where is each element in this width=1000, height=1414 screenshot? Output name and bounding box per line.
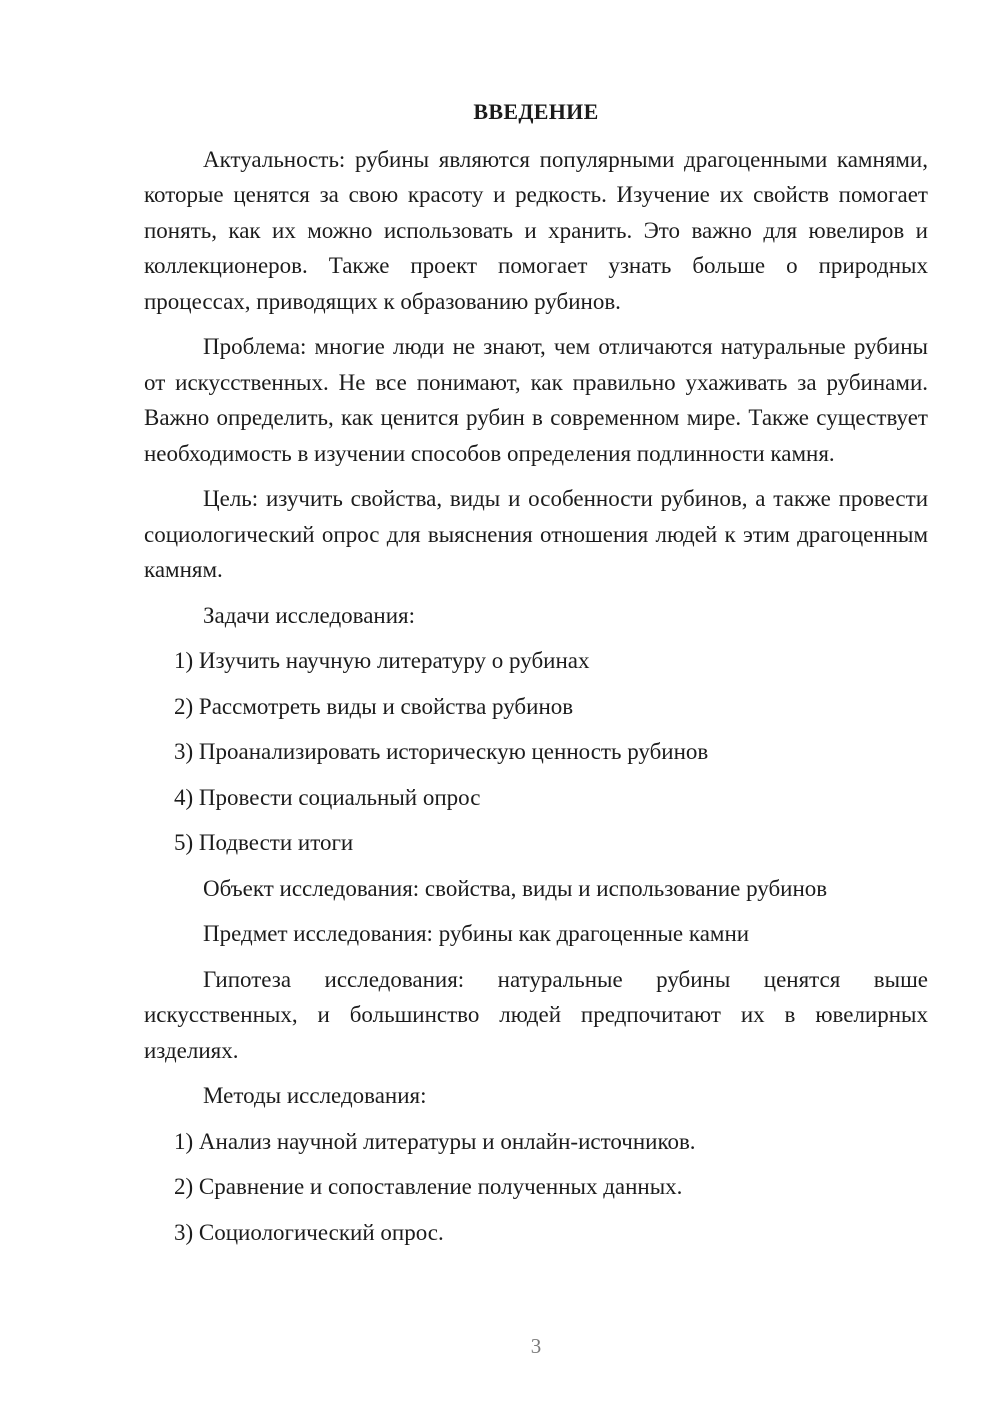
task-item-1: 1) Изучить научную литературу о рубинах [174, 648, 590, 673]
tasks-heading: Задачи исследования: [203, 602, 416, 628]
method-item-1: 1) Анализ научной литературы и онлайн-источников. [174, 1128, 696, 1154]
document-page [144, 94, 928, 1260]
relevance-paragraph: Актуальность: рубины являются популярными драгоценными камнями, которые ценятся за свою красоту и редкость. Изучение их свойств помогает понять, как их можно использовать и хранить. Это важно для ювелиров и коллекционеров. Также проект помогает узнать больше о природных процессах, приводящих к образованию рубинов. [144, 146, 928, 314]
problem-paragraph: Проблема: многие люди не знают, чем отличаются натуральные рубины от искусственных. Не все понимают, как правильно ухаживать за рубинами. Важно определить, как ценится рубин в современном мире. Также существует необходимость в изучении способов определения подлинности камня. [144, 334, 928, 466]
hypothesis-paragraph: Гипотеза исследования: натуральные рубины ценятся выше искусственных, и большинство людей предпочитают их в ювелирных изделиях. [144, 966, 928, 1063]
method-item-2: 2) Сравнение и сопоставление полученных данных. [174, 1174, 683, 1199]
task-item-5: 5) Подвести итоги [174, 830, 354, 855]
task-item-4: 4) Провести социальный опрос [174, 784, 481, 810]
goal-paragraph: Цель: изучить свойства, виды и особенности рубинов, а также провести социологический опрос для выяснения отношения людей к этим драгоценным камням. [144, 486, 928, 582]
page-number: 3 [530, 1334, 542, 1358]
page-title: ВВЕДЕНИЕ [473, 99, 599, 124]
research-subject: Предмет исследования: рубины как драгоценные камни [203, 921, 750, 946]
research-object: Объект исследования: свойства, виды и использование рубинов [203, 875, 828, 901]
task-item-3: 3) Проанализировать историческую ценность рубинов [174, 739, 709, 764]
method-item-3: 3) Социологический опрос. [174, 1219, 444, 1245]
methods-heading: Методы исследования: [203, 1083, 427, 1108]
task-item-2: 2) Рассмотреть виды и свойства рубинов [174, 693, 574, 719]
